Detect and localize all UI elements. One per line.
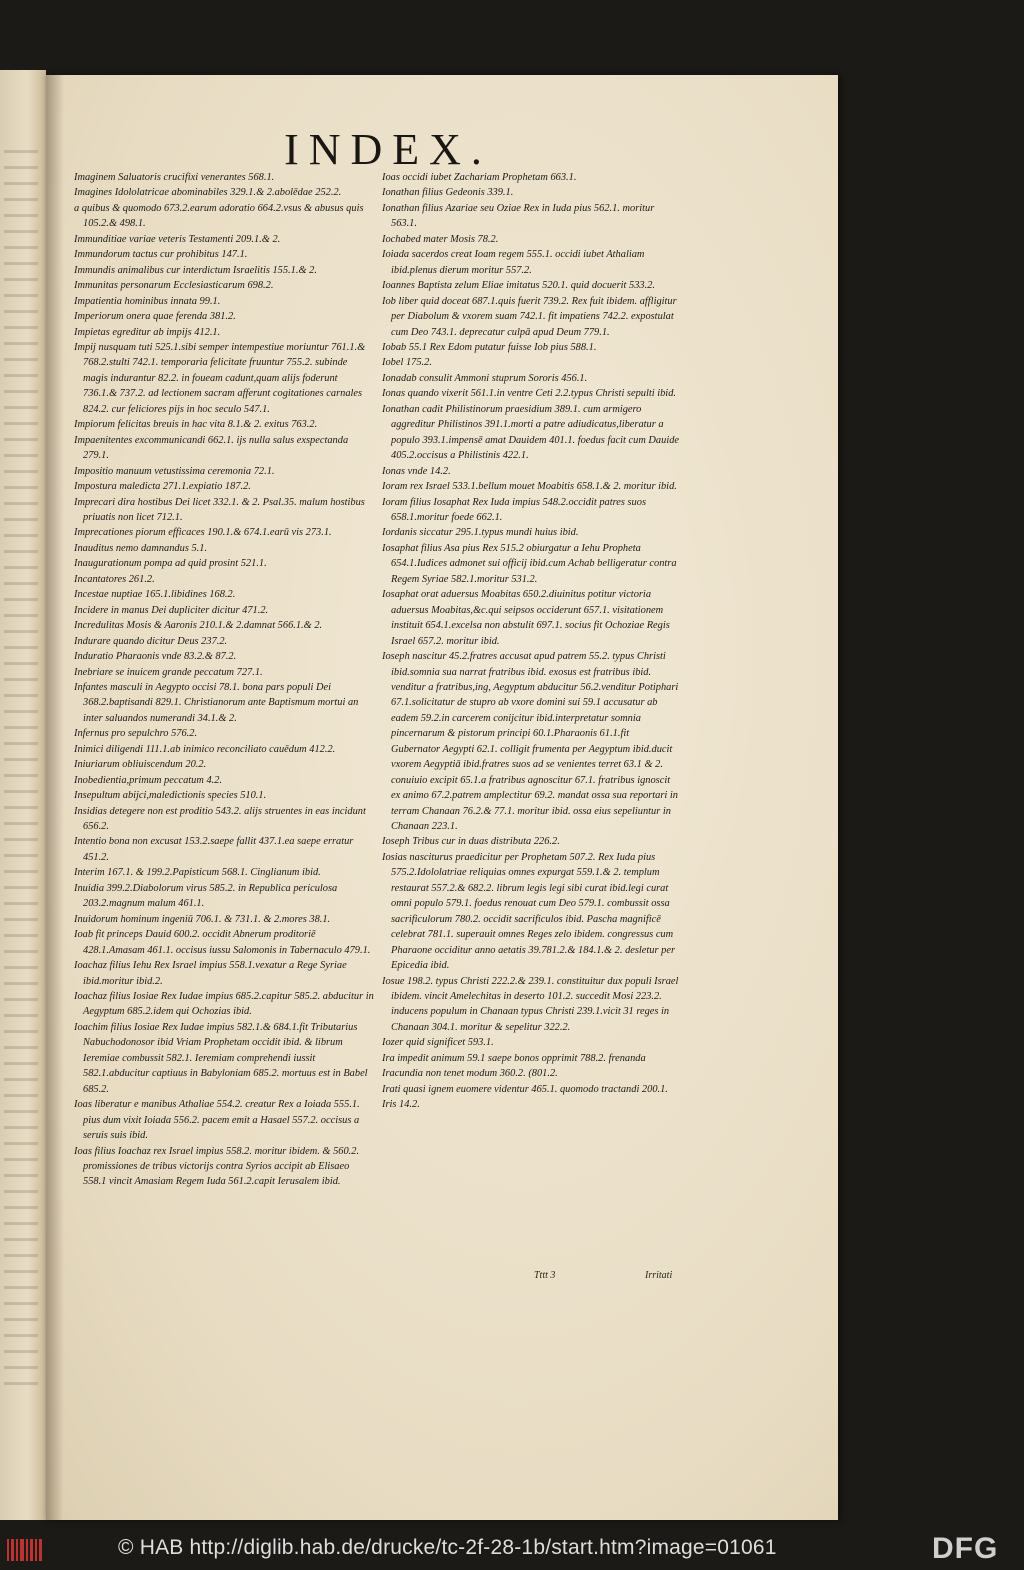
- index-entry: Ionas quando vixerit 561.1.in ventre Ceti 2.2.typus Christi sepulti ibid.: [382, 388, 676, 400]
- index-entry: Ionas vnde 14.2.: [382, 465, 451, 477]
- index-entry: Inuidia 399.2.Diabolorum virus 585.2. in Republica periculosa 203.2.magnum malum 461.1.: [74, 882, 338, 910]
- index-entry: Insepultum abijci,maledictionis species 510.1.: [74, 790, 267, 802]
- index-entry: Iosaphat filius Asa pius Rex 515.2 obiurgatur a Iehu Propheta 654.1.Iudices admonet sui officij ibid.cum Achab belligeratur contra Regem Syriae 582.1.moritur 531.2.: [382, 542, 677, 585]
- index-entry: Ioachaz filius Iosiae Rex Iudae impius 685.2.capitur 585.2. abducitur in Aegyptum 685.2.idem qui Ochozias ibid.: [74, 991, 374, 1018]
- index-entry: Inuidorum hominum ingeniū 706.1. & 731.1. & 2.mores 38.1.: [74, 913, 331, 925]
- index-entry: Inaugurationum pompa ad quid prosint 521.1.: [74, 558, 267, 570]
- index-entry: Inauditus nemo damnandus 5.1.: [74, 542, 208, 554]
- index-column-right: [382, 170, 680, 1113]
- index-entry: Indurare quando dicitur Deus 237.2.: [74, 635, 228, 647]
- index-entry: Impaenitentes excommunicandi 662.1. ijs nulla salus exspectanda 279.1.: [74, 434, 349, 462]
- index-entry: Ioab fit princeps Dauid 600.2. occidit Abnerum proditoriē 428.1.Amasam 461.1. occisus iussu Salomonis in Tabernaculo 479.1.: [74, 929, 371, 956]
- index-entry: Ioas occidi iubet Zachariam Prophetam 663.1.: [382, 172, 577, 183]
- index-entry: Iobel 175.2.: [382, 357, 432, 369]
- index-entry: Iris 14.2.: [382, 1099, 420, 1111]
- index-entry: Iniuriarum obliuiscendum 20.2.: [74, 759, 207, 771]
- left-page-text-bleed: [4, 150, 38, 1390]
- index-entry: Iordanis siccatur 295.1.typus mundi huius ibid.: [382, 527, 579, 539]
- index-entry: Ionadab consulit Ammoni stuprum Sororis 456.1.: [382, 372, 588, 384]
- index-entry: Incredulitas Mosis & Aaronis 210.1.& 2.damnat 566.1.& 2.: [74, 620, 323, 632]
- index-entry: Ioram rex Israel 533.1.bellum mouet Moabitis 658.1.& 2. moritur ibid.: [382, 481, 677, 493]
- index-entry: Impatientia hominibus innata 99.1.: [74, 295, 221, 307]
- index-entry: Immundis animalibus cur interdictum Israelitis 155.1.& 2.: [74, 264, 317, 276]
- left-page-edge: [0, 70, 46, 1520]
- index-entry: Imperiorum onera quae ferenda 381.2.: [74, 311, 236, 323]
- library-barcode-icon: [6, 1536, 46, 1564]
- index-entry: Immunditiae variae veteris Testamenti 209.1.& 2.: [74, 233, 281, 245]
- index-entry: Ioseph Tribus cur in duas distributa 226.2.: [382, 836, 560, 848]
- page-title: INDEX.: [284, 125, 492, 174]
- index-entry: Ionathan filius Gedeonis 339.1.: [382, 187, 514, 199]
- index-entry: Incestae nuptiae 165.1.libidines 168.2.: [74, 589, 236, 601]
- index-entry: Ioram filius Iosaphat Rex Iuda impius 548.2.occidit patres suos 658.1.moritur foede 662.1.: [382, 496, 646, 523]
- index-column-left: [74, 170, 374, 1190]
- copyright-url-link[interactable]: © HAB http://diglib.hab.de/drucke/tc-2f-28-1b/start.htm?image=01061: [118, 1536, 777, 1559]
- dfg-logo: DFG: [932, 1532, 999, 1565]
- index-entry: Ioachim filius Iosiae Rex Iudae impius 582.1.& 684.1.fit Tributarius Nabuchodonosor ibid Vriam Prophetam occidit ibid. & librum Ieremiae combussit 582.1. Ieremiam comprehendi iussit 582.1.abducitur captiuus in Babyloniam 685.2. mortuus est in Babel 685.2.: [74, 1021, 368, 1095]
- index-entry: Immunitas personarum Ecclesiasticarum 698.2.: [74, 280, 274, 292]
- index-entry: Ioachaz filius Iehu Rex Israel impius 558.1.vexatur a Rege Syriae ibid.moritur ibid.2.: [74, 960, 347, 987]
- index-entry: Immundorum tactus cur prohibitus 147.1.: [74, 249, 248, 261]
- index-entry: Imagines Idololatricae abominabiles 329.1.& 2.abolēdae 252.2.: [74, 187, 342, 199]
- index-entry: Impositio manuum vetustissima ceremonia 72.1.: [74, 465, 275, 477]
- catchword: Irritati: [645, 1270, 673, 1281]
- index-entry: Impietas egreditur ab impijs 412.1.: [74, 326, 221, 338]
- index-entry: Intentio bona non excusat 153.2.saepe fallit 437.1.ea saepe erratur 451.2.: [74, 836, 354, 863]
- index-entry: Imprecationes piorum efficaces 190.1.& 674.1.earū vis 273.1.: [74, 527, 332, 539]
- index-entry: Impiorum felicitas breuis in hac vita 8.1.& 2. exitus 763.2.: [74, 419, 318, 431]
- index-entry: Irati quasi ignem euomere videntur 465.1. quomodo tractandi 200.1.: [382, 1083, 668, 1095]
- index-entry: Iosue 198.2. typus Christi 222.2.& 239.1. constituitur dux populi Israel ibidem. vincit Amelechitas in deserto 101.2. succedit Mosi 223.2. inducens populum in Chanaan typus Christi 239.1.vicit 31 reges in Chanaan 304.1. moritur & sepelitur 322.2.: [382, 975, 679, 1033]
- index-entry: Ionathan cadit Philistinorum praesidium 389.1. cum armigero aggreditur Philistinos 391.1.morti a patre adiudicatus,liberatur a populo 393.1.impensē amat Dauidem 401.1. foedus facit cum Dauide 405.2.occisus a Philistinis 422.1.: [382, 403, 680, 462]
- index-entry: Inimici diligendi 111.1.ab inimico reconciliato cauēdum 412.2.: [74, 743, 336, 755]
- page-spine-shadow: [46, 75, 64, 1520]
- index-entry: Iozer quid significet 593.1.: [382, 1037, 494, 1049]
- index-entry: Incidere in manus Dei dupliciter dicitur 471.2.: [74, 604, 269, 616]
- index-entry: Ionathan filius Azariae seu Oziae Rex in Iuda pius 562.1. moritur 563.1.: [382, 202, 655, 230]
- index-entry: Infernus pro sepulchro 576.2.: [74, 728, 198, 740]
- index-entry: a quibus & quomodo 673.2.earum adoratio 664.2.vsus & abusus quis 105.2.& 498.1.: [74, 202, 364, 230]
- index-entry: Iobab 55.1 Rex Edom putatur fuisse Iob pius 588.1.: [382, 341, 597, 353]
- index-entry: Iob liber quid doceat 687.1.quis fuerit 739.2. Rex fuit ibidem. affligitur per Diabolum & vxorem suam 742.1. fit impatiens 742.2. expostulat cum Deo 743.1. deprecatur culpā apud Deum 779.1.: [382, 295, 677, 338]
- index-entry: Ioannes Baptista zelum Eliae imitatus 520.1. quid docuerit 533.2.: [382, 280, 656, 292]
- index-entry: Impostura maledicta 271.1.expiatio 187.2.: [74, 481, 251, 493]
- index-entry: Iochabed mater Mosis 78.2.: [382, 233, 499, 245]
- index-entry: Iosaphat orat aduersus Moabitas 650.2.diuinitus potitur victoria aduersus Moabitas,&c.qui seipsos occiderunt 657.1. visitationem instituit 654.1.excelsa non abstulit 697.1. socius fit Ochoziae Regis Israel 657.2. moritur ibid.: [382, 589, 670, 647]
- signature-mark: Tttt 3: [534, 1270, 556, 1281]
- index-entry: Impij nusquam tuti 525.1.sibi semper intempestiue moriuntur 761.1.& 768.2.stulti 742.1. temporaria felicitate fruuntur 755.2. subinde magis indurantur 82.2. in foueam cadunt,quam alijs foderunt 736.1.& 737.2. ad lectionem sacram afferunt cogitationes carnales 824.2. cur feliciores pijs in hoc seculo 547.1.: [74, 341, 366, 415]
- index-entry: Interim 167.1. & 199.2.Papisticum 568.1. Cinglianum ibid.: [74, 867, 321, 879]
- index-entry: Insidias detegere non est proditio 543.2. alijs struentes in eas incidunt 656.2.: [74, 805, 366, 833]
- index-entry: Induratio Pharaonis vnde 83.2.& 87.2.: [74, 651, 237, 663]
- index-entry: Iracundia non tenet modum 360.2. (801.2.: [382, 1068, 558, 1080]
- index-entry: Ioseph nascitur 45.2.fratres accusat apud patrem 55.2. typus Christi ibid.somnia sua narrat fratribus ibid. exosus est fratribus ibid. venditur a fratribus,ing, Aegyptum abducitur 56.2.venditur Potiphari 67.1.solicitatur de stupro ab vxore domini sui 59.1 accusatur ab eadem 59.2.in carcerem conijcitur ibid.interpretatur somnia pincernarum & pistorum principi 60.1.Pharaonis 61.1.fit Gubernator Aegypti 62.1. colligit frumenta per Aegyptum ibid.ducit vxorem Aegyptiā ibid.fratres suos ad se venientes terret 63.1 & 2. conuiuio excipit 65.1.a fratribus agnoscitur 67.1. fratribus ignoscit ex animo 67.2.patrem amplectitur 69.2. mandat ossa sua reportari in terram Chanaan 76.2.& 77.1. moritur ibid. ossa eius sepeliuntur in Chanaan 223.1.: [382, 651, 679, 833]
- index-entry: Iosias nasciturus praedicitur per Prophetam 507.2. Rex Iuda pius 575.2.Idololatriae reliquias omnes expurgat 559.1.& 2. templum restaurat 557.2.& 682.2. librum legis legi sibi curat ibid.legi curat omni populo 579.1. foedus renouat cum Deo 579.1. combussit ossa sacrificulorum 780.2. occidit sacrificulos ibid. Pascha magnificē celebrat 781.1. superauit omnes Reges zelo ibidem. congressus cum Pharaone occiditur anno aetatis 39.781.2.& 184.1.& 2. desletur per Epicedia ibid.: [382, 851, 675, 972]
- index-entry: Infantes masculi in Aegypto occisi 78.1. bona pars populi Dei 368.2.baptisandi 829.1. Christianorum ante Baptismum mortui an inter saluandos numerandi 34.1.& 2.: [74, 681, 359, 724]
- index-entry: Ioas liberatur e manibus Athaliae 554.2. creatur Rex a Ioiada 555.1. pius dum vixit Ioiada 556.2. pacem emit a Hasael 557.2. occisus a seruis suis ibid.: [74, 1099, 360, 1142]
- index-entry: Inobedientia,primum peccatum 4.2.: [74, 774, 223, 786]
- index-entry: Ioas filius Ioachaz rex Israel impius 558.2. moritur ibidem. & 560.2. promissiones de tribus victorijs contra Syrios accipit ab Elisaeo 558.1 vincit Amasiam Regem Iuda 561.2.capit Ierusalem ibid.: [74, 1145, 360, 1188]
- index-entry: Ira impedit animum 59.1 saepe bonos opprimit 788.2. frenanda: [382, 1052, 646, 1064]
- viewer-footer: [0, 1528, 1024, 1570]
- index-entry: Imaginem Saluatoris crucifixi venerantes 568.1.: [74, 172, 275, 183]
- index-entry: Ioiada sacerdos creat Ioam regem 555.1. occidi iubet Athaliam ibid.plenus dierum moritur 557.2.: [382, 249, 645, 276]
- index-entry: Incantatores 261.2.: [74, 573, 155, 585]
- index-entry: Imprecari dira hostibus Dei licet 332.1. & 2. Psal.35. malum hostibus priuatis non licet 712.1.: [74, 496, 365, 523]
- index-entry: Inebriare se inuicem grande peccatum 727.1.: [74, 666, 263, 678]
